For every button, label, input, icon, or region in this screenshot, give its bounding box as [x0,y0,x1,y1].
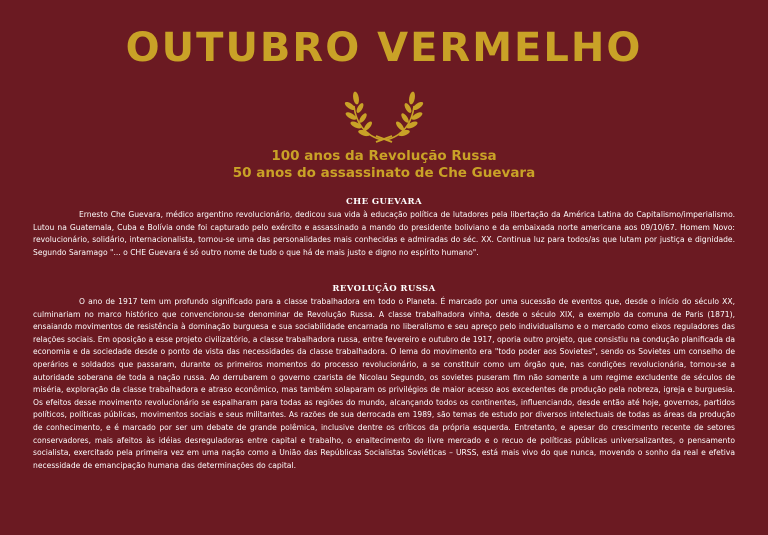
laurel-wreath-icon [336,84,432,144]
section-text-che-guevara: Ernesto Che Guevara, médico argentino revolucionário, dedicou sua vida à educação política de lutadores pela libertação da América Latina do Capitalismo/imperialismo. Lutou na Guatemala, Cuba e Bolívia onde foi capturado pelo exército e assassinado a mando do presidente boliviano e da embaixada norte americana aos 09/10/67. Homem Novo: revolucionário, solidário, internacionalista, tornou-se uma das personalidades mais conhecidas e admiradas do séc. XX. Continua luz para todos/as que lutam por justiça e dignidade. Segundo Saramago "... o CHE Guevara é só outro nome de tudo o que há de mais justo e digno no espírito humano". [33,210,735,257]
subtitle-line-2: 50 anos do assassinato de Che Guevara [232,165,536,181]
subtitle-line-1: 100 anos da Revolução Russa [271,148,497,164]
section-heading-che-guevara: CHE GUEVARA [346,197,422,207]
section-text-revolucao-russa: O ano de 1917 tem um profundo significado para a classe trabalhadora em todo o Planeta. É marcado por uma sucessão de eventos que, desde o início do século XX, culminariam no marco histórico que convencionou-se denominar de Revolução Russa. A classe trabalhadora vinha, desde o século XIX, a exemplo da comuna de Paris (1871), ensaiando movimentos de resistência à dominação burguesa e sua sociabilidade encarnada no liberalismo e seu apreço pelo individualismo e o mercado como eixos reguladores das relações sociais. Em oposição a esse projeto civilizatório, a classe trabalhadora russa, entre fevereiro e outubro de 1917, oporia outro projeto, que consistiu na condução planificada da economia e da sociedade desde o ponto de vista das necessidades da classe trabalhadora. O lema do movimento era "todo poder aos Sovietes", sendo os Sovietes um conselho de operários e soldados que passaram, durante os primeiros momentos do processo revolucionário, a se constituir como um órgão que, nas condições revolucionária, tornou-se a autoridade soberana de toda a nação russa. Ao derrubarem o governo czarista de Nicolau Segundo, os sovietes puseram fim não somente a um regime excludente de séculos de miséria, exploração da classe trabalhadora e atraso econômico, mas também solaparam os privilégios de maior acesso aos excedentes de produção pela nobreza, igreja e burguesia. Os efeitos desse movimento revolucionário se espalharam para todas as regiões do mundo, alcançando todos os continentes, influenciando, desde então até hoje, governos, partidos políticos, políticas públicas, movimentos sociais e seus militantes. As razões de sua derrocada em 1989, são temas de estudo por diversos intelectuais de todas as áreas da produção de conhecimento, e é marcado por ser um debate de grande polêmica, inclusive dentre os críticos da própria esquerda. Entretanto, e apesar do crescimento recente de setores conservadores, mais afeitos às idéias desreguladoras entre capital e trabalho, o enaltecimento do livre mercado e o recuo de políticas públicas universalizantes, o pensamento socialista, exercitado pela primeira vez em uma nação como a União das Repúblicas Socialistas Soviéticas – URSS, está mais vivo do que nunca, movendo o sonho da real e efetiva necessidade de emancipação humana das determinações do capital. [33,297,735,470]
section-heading-revolucao-russa: REVOLUÇÃO RUSSA [332,284,436,294]
page-title: OUTUBRO VERMELHO [125,25,643,71]
